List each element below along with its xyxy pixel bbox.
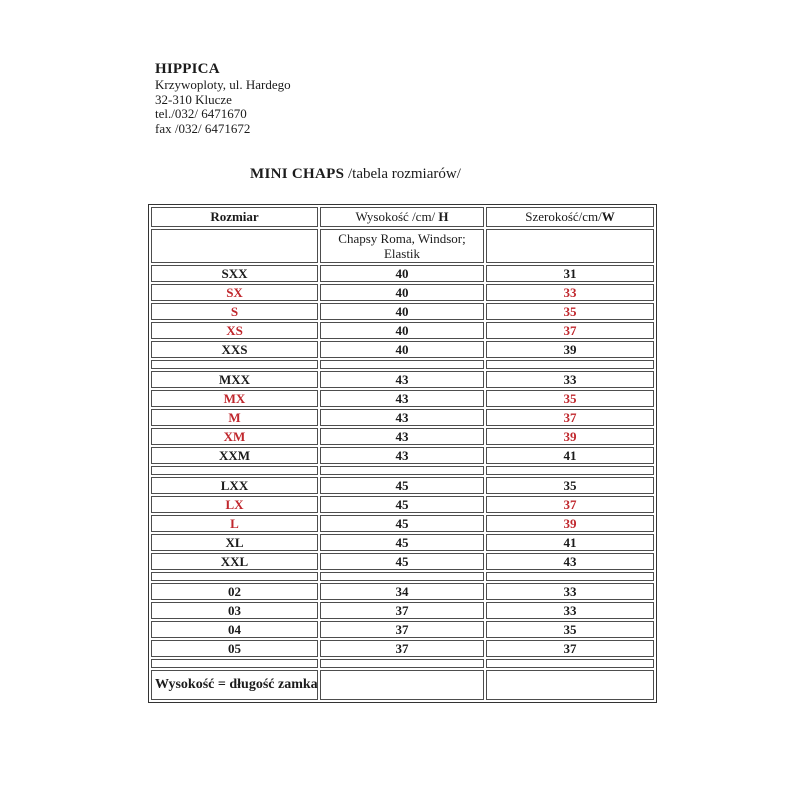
product-name: MINI CHAPS: [250, 166, 345, 182]
height-cell: 37: [320, 602, 484, 619]
height-cell: 43: [320, 409, 484, 426]
table-row: [151, 602, 654, 619]
empty-cell: [151, 466, 318, 475]
subheader-line1: Chapsy Roma, Windsor;: [338, 231, 466, 246]
table-row: [151, 621, 654, 638]
size-cell: XXS: [151, 341, 318, 358]
width-cell: 33: [486, 583, 654, 600]
size-cell: 05: [151, 640, 318, 657]
header-height-label: Wysokość /cm/: [355, 209, 439, 224]
size-cell: S: [151, 303, 318, 320]
width-cell: 43: [486, 553, 654, 570]
header-width-symbol: W: [601, 209, 615, 224]
header-row: [151, 207, 654, 227]
empty-cell: [486, 659, 654, 668]
width-cell: 39: [486, 428, 654, 445]
height-cell: 45: [320, 534, 484, 551]
height-cell: 45: [320, 496, 484, 513]
table-row: [151, 303, 654, 320]
empty-cell: [486, 670, 654, 700]
subheader-models-cell: [320, 229, 484, 263]
size-cell: 02: [151, 583, 318, 600]
table-row: [151, 409, 654, 426]
table-row: [151, 534, 654, 551]
empty-cell: [486, 229, 654, 263]
table-row: [151, 477, 654, 494]
size-cell: XS: [151, 322, 318, 339]
company-fax: fax /032/ 6471672: [155, 120, 251, 136]
width-cell: 31: [486, 265, 654, 282]
height-cell: 45: [320, 515, 484, 532]
header-height-symbol: H: [438, 209, 449, 224]
size-cell: XXL: [151, 553, 318, 570]
empty-cell: [151, 659, 318, 668]
table-row: [151, 553, 654, 570]
width-cell: 37: [486, 496, 654, 513]
table-row: [151, 265, 654, 282]
company-name: HIPPICA: [155, 61, 220, 77]
width-cell: 35: [486, 390, 654, 407]
table-row: [151, 284, 654, 301]
size-cell: MXX: [151, 371, 318, 388]
size-cell: 04: [151, 621, 318, 638]
height-cell: 40: [320, 303, 484, 320]
width-cell: 35: [486, 303, 654, 320]
size-cell: XXM: [151, 447, 318, 464]
subheader-row: [151, 229, 654, 263]
table-row: [151, 515, 654, 532]
letterhead: [155, 60, 291, 136]
size-table-body: [151, 265, 654, 700]
height-cell: 45: [320, 553, 484, 570]
height-cell: 37: [320, 640, 484, 657]
height-cell: 40: [320, 341, 484, 358]
empty-cell: [320, 572, 484, 581]
size-cell: XM: [151, 428, 318, 445]
height-cell: 43: [320, 428, 484, 445]
company-city: 32-310 Klucze: [155, 91, 232, 107]
header-col-size: Rozmiar: [151, 207, 318, 227]
header-col-height: [320, 207, 484, 227]
height-cell: 37: [320, 621, 484, 638]
header-col-width: [486, 207, 654, 227]
size-cell: SXX: [151, 265, 318, 282]
table-row: [151, 447, 654, 464]
title-suffix: /tabela rozmiarów/: [344, 166, 461, 182]
empty-cell: [486, 572, 654, 581]
empty-cell: [320, 466, 484, 475]
table-row: [151, 371, 654, 388]
size-cell: M: [151, 409, 318, 426]
width-cell: 37: [486, 322, 654, 339]
height-cell: 40: [320, 322, 484, 339]
width-cell: 37: [486, 640, 654, 657]
width-cell: 39: [486, 341, 654, 358]
empty-cell: [486, 466, 654, 475]
size-cell: L: [151, 515, 318, 532]
size-cell: LX: [151, 496, 318, 513]
table-row: [151, 322, 654, 339]
width-cell: 37: [486, 409, 654, 426]
size-cell: LXX: [151, 477, 318, 494]
table-row: [151, 341, 654, 358]
header-width-label: Szerokość/cm/: [525, 209, 602, 224]
spacer-row: [151, 466, 654, 475]
table-row: [151, 583, 654, 600]
width-cell: 33: [486, 371, 654, 388]
table-row: [151, 640, 654, 657]
height-cell: 40: [320, 284, 484, 301]
height-cell: 43: [320, 447, 484, 464]
empty-cell: [151, 360, 318, 369]
empty-cell: [151, 572, 318, 581]
height-cell: 45: [320, 477, 484, 494]
width-cell: 35: [486, 477, 654, 494]
height-cell: 34: [320, 583, 484, 600]
height-cell: 43: [320, 371, 484, 388]
size-cell: XL: [151, 534, 318, 551]
width-cell: 39: [486, 515, 654, 532]
height-cell: 40: [320, 265, 484, 282]
table-row: [151, 496, 654, 513]
company-street: Krzywoploty, ul. Hardego: [155, 77, 291, 92]
subheader-line2: Elastik: [383, 246, 421, 261]
table-row: [151, 428, 654, 445]
spacer-row: [151, 360, 654, 369]
empty-cell: [151, 229, 318, 263]
size-cell: 03: [151, 602, 318, 619]
document-title: [250, 166, 461, 183]
table-row: [151, 390, 654, 407]
empty-cell: [320, 360, 484, 369]
empty-cell: [320, 670, 484, 700]
size-table: [148, 204, 657, 703]
footnote: Wysokość = długość zamka: [155, 677, 318, 692]
width-cell: 33: [486, 602, 654, 619]
width-cell: 41: [486, 447, 654, 464]
size-cell: SX: [151, 284, 318, 301]
width-cell: 41: [486, 534, 654, 551]
width-cell: 33: [486, 284, 654, 301]
company-phone: tel./032/ 6471670: [155, 106, 247, 121]
spacer-row: [151, 572, 654, 581]
empty-cell: [486, 360, 654, 369]
size-cell: MX: [151, 390, 318, 407]
empty-cell: [320, 659, 484, 668]
width-cell: 35: [486, 621, 654, 638]
height-cell: 43: [320, 390, 484, 407]
spacer-row: [151, 659, 654, 668]
